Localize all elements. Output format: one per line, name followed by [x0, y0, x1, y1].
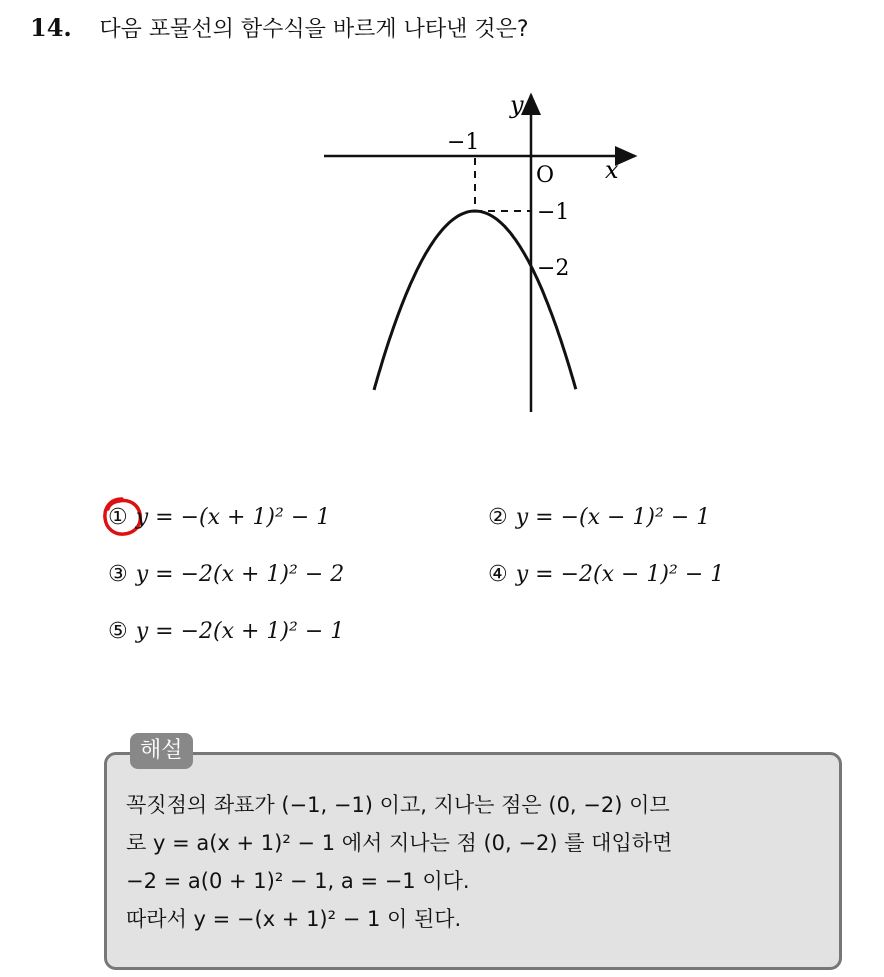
- y-tick-label: −2: [537, 256, 570, 281]
- origin-label: O: [536, 163, 555, 188]
- question-text: 다음 포물선의 함수식을 바르게 나타낸 것은?: [99, 17, 529, 42]
- solution-line: −2 = a(0 + 1)² − 1, a = −1 이다.: [126, 869, 470, 893]
- x-axis-label: x: [605, 156, 619, 184]
- choice-number: ②: [488, 505, 508, 530]
- choice-equation: y = −2(x + 1)² − 2: [135, 562, 345, 587]
- choice-equation: y = −(x − 1)² − 1: [515, 505, 711, 530]
- choice-5[interactable]: [108, 619, 344, 644]
- choice-equation: y = −2(x + 1)² − 1: [135, 619, 345, 644]
- solution-line: 로 y = a(x + 1)² − 1 에서 지나는 점 (0, −2) 를 대입하면: [126, 831, 673, 855]
- parabola-graph: [310, 85, 650, 420]
- solution-text: [126, 786, 826, 938]
- solution-line: 따라서 y = −(x + 1)² − 1 이 된다.: [126, 907, 462, 931]
- x-tick-label: −1: [447, 130, 480, 155]
- choice-2[interactable]: [488, 505, 710, 530]
- choice-number: ④: [488, 562, 508, 587]
- choice-4[interactable]: [488, 562, 724, 587]
- choice-equation: y = −(x + 1)² − 1: [135, 505, 331, 530]
- solution-line: 꼭짓점의 좌표가 (−1, −1) 이고, 지나는 점은 (0, −2) 이므: [126, 793, 670, 817]
- choice-1[interactable]: [108, 505, 330, 530]
- choice-equation: y = −2(x − 1)² − 1: [515, 562, 725, 587]
- y-tick-label: −1: [537, 200, 570, 225]
- solution-tag: 해설: [130, 733, 193, 769]
- question-number: 14.: [30, 13, 72, 42]
- choice-3[interactable]: [108, 562, 344, 587]
- choice-number: ⑤: [108, 619, 128, 644]
- parabola-curve: [374, 211, 576, 390]
- choice-number: ①: [108, 505, 128, 530]
- question: [30, 12, 529, 43]
- choice-number: ③: [108, 562, 128, 587]
- y-axis-label: y: [510, 91, 524, 119]
